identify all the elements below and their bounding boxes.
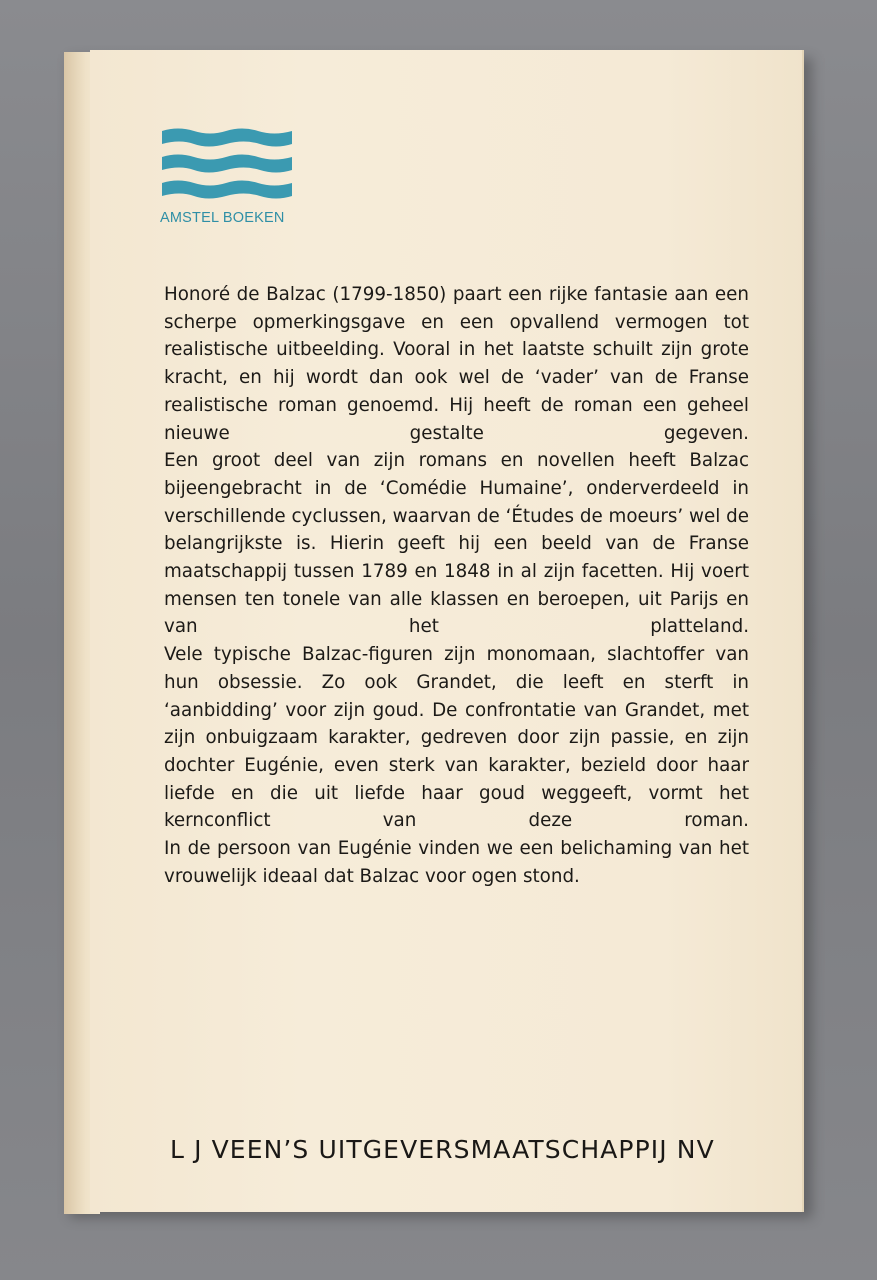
amstel-boeken-logo <box>160 126 294 226</box>
blurb-paragraph: Vele typische Balzac-figuren zijn monomaan, slachtoffer van hun obsessie. Zo ook Grandet, die leeft en sterft in ‘aanbidding’ voor zijn goud. De confrontatie van Grandet, met zijn onbuigzaam karakter, gedreven door zijn passie, en zijn dochter Eugénie, even sterk van karakter, bezield door haar liefde en die uit liefde haar goud weggeeft, vormt het kernconflict van deze roman. <box>164 644 749 832</box>
back-cover-blurb <box>164 281 749 890</box>
book-back-cover <box>90 50 804 1212</box>
blurb-paragraph: Honoré de Balzac (1799-1850) paart een rijke fantasie aan een scherpe opmerkingsgave en een opvallend vermogen tot realistische uitbeelding. Vooral in het laatste schuilt zijn grote kracht, en hij wordt dan ook wel de ‘vader’ van de Franse realistische roman genoemd. Hij heeft de roman een geheel nieuwe gestalte gegeven. <box>164 284 749 444</box>
blurb-paragraph: Een groot deel van zijn romans en novellen heeft Balzac bijeengebracht in de ‘Comédie Humaine’, onderverdeeld in verschillende cyclussen, waarvan de ‘Études de moeurs’ wel de belangrijkste is. Hierin geeft hij een beeld van de Franse maatschappij tussen 1789 en 1848 in al zijn facetten. Hij voert mensen ten tonele van alle klassen en beroepen, uit Parijs en van het platteland. <box>164 450 749 638</box>
blurb-paragraph: In de persoon van Eugénie vinden we een belichaming van het vrouwelijk ideaal dat Balzac voor ogen stond. <box>164 838 749 887</box>
waves-icon <box>160 126 294 206</box>
publisher-name: L J VEEN’S UITGEVERSMAATSCHAPPIJ NV <box>170 1135 715 1164</box>
logo-text: AMSTEL BOEKEN <box>160 210 285 226</box>
